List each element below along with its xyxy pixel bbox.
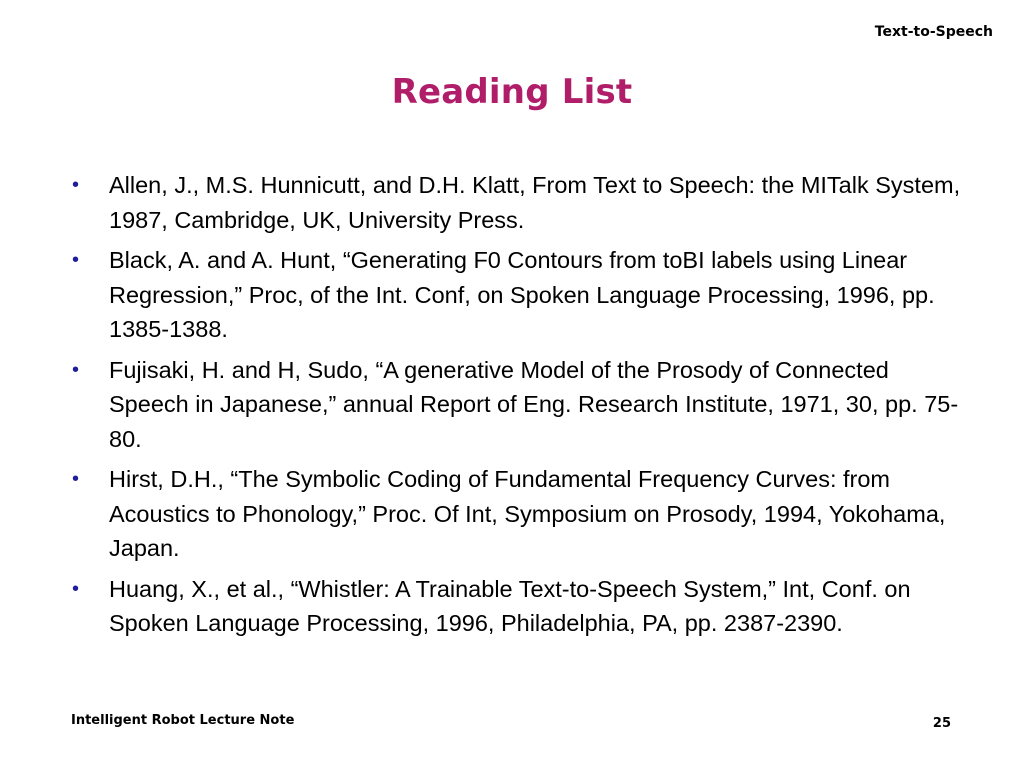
bullet-icon: • bbox=[72, 358, 80, 381]
page-number: 25 bbox=[932, 716, 951, 731]
reference-item bbox=[72, 572, 962, 641]
reference-text: Hirst, D.H., “The Symbolic Coding of Fundamental Frequency Curves: from Acoustics to Phonology,” Proc. Of Int, Symposium on Prosody, 1994, Yokohama, Japan. bbox=[109, 466, 946, 561]
reference-item bbox=[72, 353, 962, 457]
bullet-icon: • bbox=[72, 468, 80, 490]
reference-item bbox=[72, 462, 962, 566]
reference-item bbox=[72, 243, 962, 347]
slide-title: Reading List bbox=[391, 72, 633, 112]
reference-text: Fujisaki, H. and H, Sudo, “A generative Model of the Prosody of Connected Speech in Japanese,” annual Report of Eng. Research Institute, 1971, 30, pp. 75-80. bbox=[109, 356, 959, 452]
bullet-icon: • bbox=[72, 174, 80, 196]
reference-list bbox=[72, 168, 962, 647]
footer-course-title: Intelligent Robot Lecture Note bbox=[71, 713, 295, 728]
reference-text: Allen, J., M.S. Hunnicutt, and D.H. Klatt, From Text to Speech: the MITalk System, 1987, Cambridge, UK, University Press. bbox=[109, 172, 961, 233]
reference-item bbox=[72, 168, 962, 237]
bullet-icon: • bbox=[72, 577, 80, 600]
reference-text: Huang, X., et al., “Whistler: A Trainable Text-to-Speech System,” Int, Conf. on Spoken Language Processing, 1996, Philadelphia, PA, pp. 2387-2390. bbox=[109, 575, 911, 636]
bullet-icon: • bbox=[72, 249, 80, 271]
reference-text: Black, A. and A. Hunt, “Generating F0 Contours from toBI labels using Linear Regression,” Proc, of the Int. Conf, on Spoken Language Processing, 1996, pp. 1385-1388. bbox=[109, 247, 935, 342]
header-tag: Text-to-Speech bbox=[874, 24, 993, 40]
